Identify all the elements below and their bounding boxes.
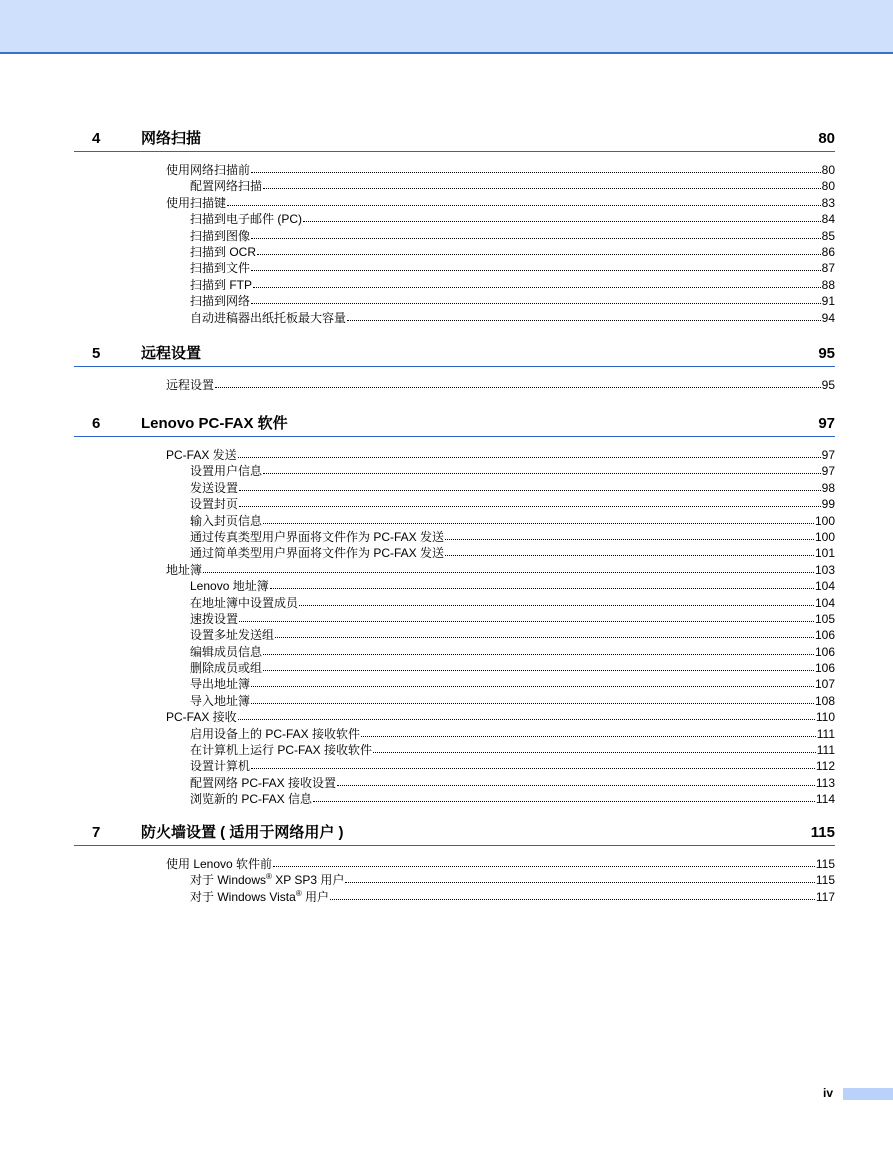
toc-entry[interactable] [190, 228, 835, 244]
chapter-entries [74, 377, 835, 393]
dot-leader [299, 594, 814, 606]
toc-entry[interactable] [190, 178, 835, 194]
dot-leader [275, 626, 814, 638]
toc-entry-label: 扫描到 OCR [190, 244, 257, 259]
chapter-number: 5 [92, 345, 101, 362]
toc-entry-label: 输入封页信息 [190, 513, 263, 528]
toc-entry-page: 80 [821, 163, 835, 177]
toc-entry-label: 设置封页 [190, 497, 239, 512]
toc-entry[interactable] [166, 856, 835, 872]
toc-entry[interactable] [166, 709, 835, 725]
dot-leader [303, 210, 821, 222]
chapter-page: 115 [810, 824, 835, 841]
chapter-number: 4 [92, 130, 101, 147]
toc-entry-label: PC-FAX 发送 [166, 448, 237, 462]
chapter-title[interactable]: Lenovo PC-FAX 软件 [141, 415, 288, 432]
toc-entry[interactable] [190, 660, 835, 676]
toc-entry-page: 113 [815, 775, 835, 790]
toc-entry-page: 80 [821, 179, 835, 194]
toc-entry[interactable] [166, 195, 835, 211]
dot-leader [270, 577, 814, 589]
toc-entry-page: 106 [814, 661, 835, 676]
toc-entry[interactable] [190, 211, 835, 227]
toc-entry-page: 94 [821, 310, 835, 325]
dot-leader [273, 855, 815, 867]
toc-entry[interactable] [166, 377, 835, 393]
toc-entry-label: 设置计算机 [190, 759, 251, 774]
dot-leader [373, 741, 816, 753]
toc-entry[interactable] [190, 277, 835, 293]
chapter-heading [74, 130, 835, 152]
dot-leader [263, 462, 821, 474]
toc-entry-page: 97 [821, 464, 835, 479]
toc-entry-page: 91 [821, 294, 835, 309]
dot-leader [215, 376, 821, 388]
toc-entry-label: 设置用户信息 [190, 464, 263, 479]
toc-entry-label: 导出地址簿 [190, 677, 251, 692]
toc-entry-page: 100 [814, 529, 835, 544]
dot-leader [445, 544, 814, 556]
toc-entry-page: 108 [814, 693, 835, 708]
header-band [0, 0, 893, 54]
toc-entry-label: 通过传真类型用户界面将文件作为 PC-FAX 发送 [190, 529, 445, 544]
toc-entry-page: 117 [815, 889, 835, 904]
toc-entry[interactable] [190, 872, 835, 888]
toc-entry[interactable] [190, 293, 835, 309]
toc-entry-label: 地址簿 [166, 562, 203, 577]
page-number: iv [823, 1086, 834, 1100]
toc-entry-label: 自动进稿器出纸托板最大容量 [190, 310, 347, 325]
toc-entry-label: 编辑成员信息 [190, 644, 263, 659]
chapter-5 [74, 345, 835, 393]
toc-entry-label: 导入地址簿 [190, 693, 251, 708]
dot-leader [203, 561, 814, 573]
toc-entry-page: 98 [821, 480, 835, 495]
toc-entry-page: 83 [821, 195, 835, 210]
toc-entry[interactable] [190, 513, 835, 529]
toc-entry-label: 配置网络扫描 [190, 179, 263, 194]
toc-entry-label: 发送设置 [190, 480, 239, 495]
toc-entry-label: 扫描到 FTP [190, 277, 252, 292]
dot-leader [263, 659, 814, 671]
dot-leader [445, 528, 814, 540]
toc-entry-label: 浏览新的 PC-FAX 信息 [190, 792, 313, 807]
toc-entry-label: 使用 Lenovo 软件前 [166, 857, 273, 871]
toc-entry-page: 95 [821, 378, 835, 392]
toc-entry-label: 扫描到图像 [190, 228, 251, 243]
dot-leader [251, 161, 821, 173]
dot-leader [263, 177, 821, 189]
toc-entry-page: 115 [815, 857, 835, 871]
toc-entry-label: 配置网络 PC-FAX 接收设置 [190, 775, 337, 790]
toc-entry[interactable] [190, 611, 835, 627]
chapter-6 [74, 415, 835, 808]
chapter-entries [74, 162, 835, 326]
dot-leader [239, 495, 821, 507]
toc-entry-label: 启用设备上的 PC-FAX 接收软件 [190, 726, 361, 741]
chapter-title[interactable]: 防火墙设置 ( 适用于网络用户 ) [141, 824, 344, 841]
toc-entry[interactable] [190, 578, 835, 594]
toc-entry-page: 86 [821, 244, 835, 259]
toc-entry[interactable] [190, 260, 835, 276]
chapter-heading [74, 345, 835, 367]
dot-leader [345, 871, 814, 883]
toc-entry-label: 扫描到文件 [190, 261, 251, 276]
dot-leader [239, 479, 821, 491]
toc-entry-label: 在计算机上运行 PC-FAX 接收软件 [190, 743, 373, 758]
toc-entry-label: 远程设置 [166, 378, 215, 392]
registered-mark: ® [266, 872, 272, 882]
dot-leader [337, 774, 815, 786]
toc-entry[interactable] [190, 529, 835, 545]
toc-entry-label: Lenovo 地址簿 [190, 579, 269, 594]
chapter-page: 80 [818, 130, 835, 147]
toc-entry-page: 107 [814, 677, 835, 692]
toc-entry[interactable] [190, 496, 835, 512]
toc-entry[interactable] [190, 545, 835, 561]
dot-leader [361, 725, 816, 737]
toc-entry-page: 99 [821, 497, 835, 512]
dot-leader [330, 888, 815, 900]
toc-entry-page: 112 [815, 759, 835, 774]
toc-entry-label-suffix: 用户 [301, 889, 330, 904]
toc-entry[interactable] [166, 562, 835, 578]
dot-leader [227, 194, 821, 206]
toc-entry-label: 删除成员或组 [190, 661, 263, 676]
dot-leader [347, 309, 821, 321]
toc-entry-label: 通过简单类型用户界面将文件作为 PC-FAX 发送 [190, 546, 445, 561]
toc-entry-label-text: 对于 Windows Vista [190, 889, 296, 904]
toc-entry-page: 111 [816, 743, 835, 758]
toc-entry-page: 111 [816, 726, 835, 741]
toc-entry[interactable] [190, 791, 835, 807]
toc-entry-label: 设置多址发送组 [190, 628, 275, 643]
toc-entry-page: 110 [815, 710, 835, 725]
toc-entry-page: 103 [814, 562, 835, 577]
chapter-heading [74, 824, 835, 846]
toc-entry[interactable] [166, 162, 835, 178]
toc-entry[interactable] [190, 463, 835, 479]
toc-entry[interactable] [190, 244, 835, 260]
dot-leader [251, 259, 821, 271]
chapter-number: 6 [92, 415, 101, 432]
toc-entry[interactable] [190, 676, 835, 692]
toc-entry-label: 速拨设置 [190, 611, 239, 626]
toc-entry-page: 104 [814, 579, 835, 594]
toc-entry-label: 在地址簿中设置成员 [190, 595, 299, 610]
dot-leader [251, 292, 821, 304]
toc-entry-label [190, 872, 344, 888]
toc-entry[interactable] [190, 480, 835, 496]
toc-entry-label: 使用网络扫描前 [166, 163, 251, 177]
toc-entry[interactable] [190, 310, 835, 326]
chapter-page: 95 [818, 345, 835, 362]
toc-entry[interactable] [190, 693, 835, 709]
toc-entry-label: 扫描到网络 [190, 294, 251, 309]
dot-leader [251, 675, 814, 687]
toc-entry[interactable] [190, 627, 835, 643]
dot-leader [253, 276, 821, 288]
toc-entry-page: 115 [815, 873, 835, 888]
toc-entry[interactable] [166, 447, 835, 463]
toc-entry-page: 84 [821, 212, 835, 227]
toc-entry-page: 106 [814, 644, 835, 659]
toc-entry[interactable] [190, 595, 835, 611]
dot-leader [238, 446, 821, 458]
toc-entry-page: 87 [821, 261, 835, 276]
toc-entry-page: 97 [821, 448, 835, 462]
dot-leader [263, 512, 814, 524]
toc-entry-label: 使用扫描键 [166, 195, 227, 210]
toc-entry[interactable] [190, 742, 835, 758]
chapter-title[interactable]: 网络扫描 [141, 130, 202, 147]
toc-entry-page: 101 [814, 546, 835, 561]
dot-leader [313, 790, 815, 802]
chapter-4 [74, 130, 835, 326]
toc-entry[interactable] [190, 889, 835, 905]
toc-entry-page: 85 [821, 228, 835, 243]
page-corner-tab [843, 1088, 893, 1100]
toc-entry-label-suffix: XP SP3 用户 [271, 873, 345, 888]
dot-leader [257, 243, 821, 255]
toc-entry-page: 105 [814, 611, 835, 626]
chapter-entries [74, 447, 835, 808]
toc-entry-page: 104 [814, 595, 835, 610]
toc-entry[interactable] [190, 644, 835, 660]
toc-entry-label [190, 889, 329, 905]
toc-entry-page: 114 [815, 792, 835, 807]
chapter-number: 7 [92, 824, 101, 841]
toc-entry[interactable] [190, 726, 835, 742]
toc-entry-label: PC-FAX 接收 [166, 710, 237, 725]
chapter-heading [74, 415, 835, 437]
toc-entry-label: 扫描到电子邮件 (PC) [190, 212, 302, 227]
toc-entry-label-text: 对于 Windows [190, 873, 267, 888]
chapter-page: 97 [818, 415, 835, 432]
chapter-title[interactable]: 远程设置 [141, 345, 202, 362]
toc-entry-page: 106 [814, 628, 835, 643]
dot-leader [238, 708, 815, 720]
toc-entry-page: 100 [814, 513, 835, 528]
toc-entry[interactable] [190, 775, 835, 791]
chapter-7 [74, 824, 835, 905]
toc-entry[interactable] [190, 758, 835, 774]
dot-leader [251, 692, 814, 704]
toc-entry-page: 88 [821, 277, 835, 292]
chapter-entries [74, 856, 835, 905]
registered-mark: ® [295, 888, 302, 898]
dot-leader [263, 643, 814, 655]
dot-leader [251, 757, 815, 769]
dot-leader [239, 610, 814, 622]
dot-leader [251, 227, 821, 239]
